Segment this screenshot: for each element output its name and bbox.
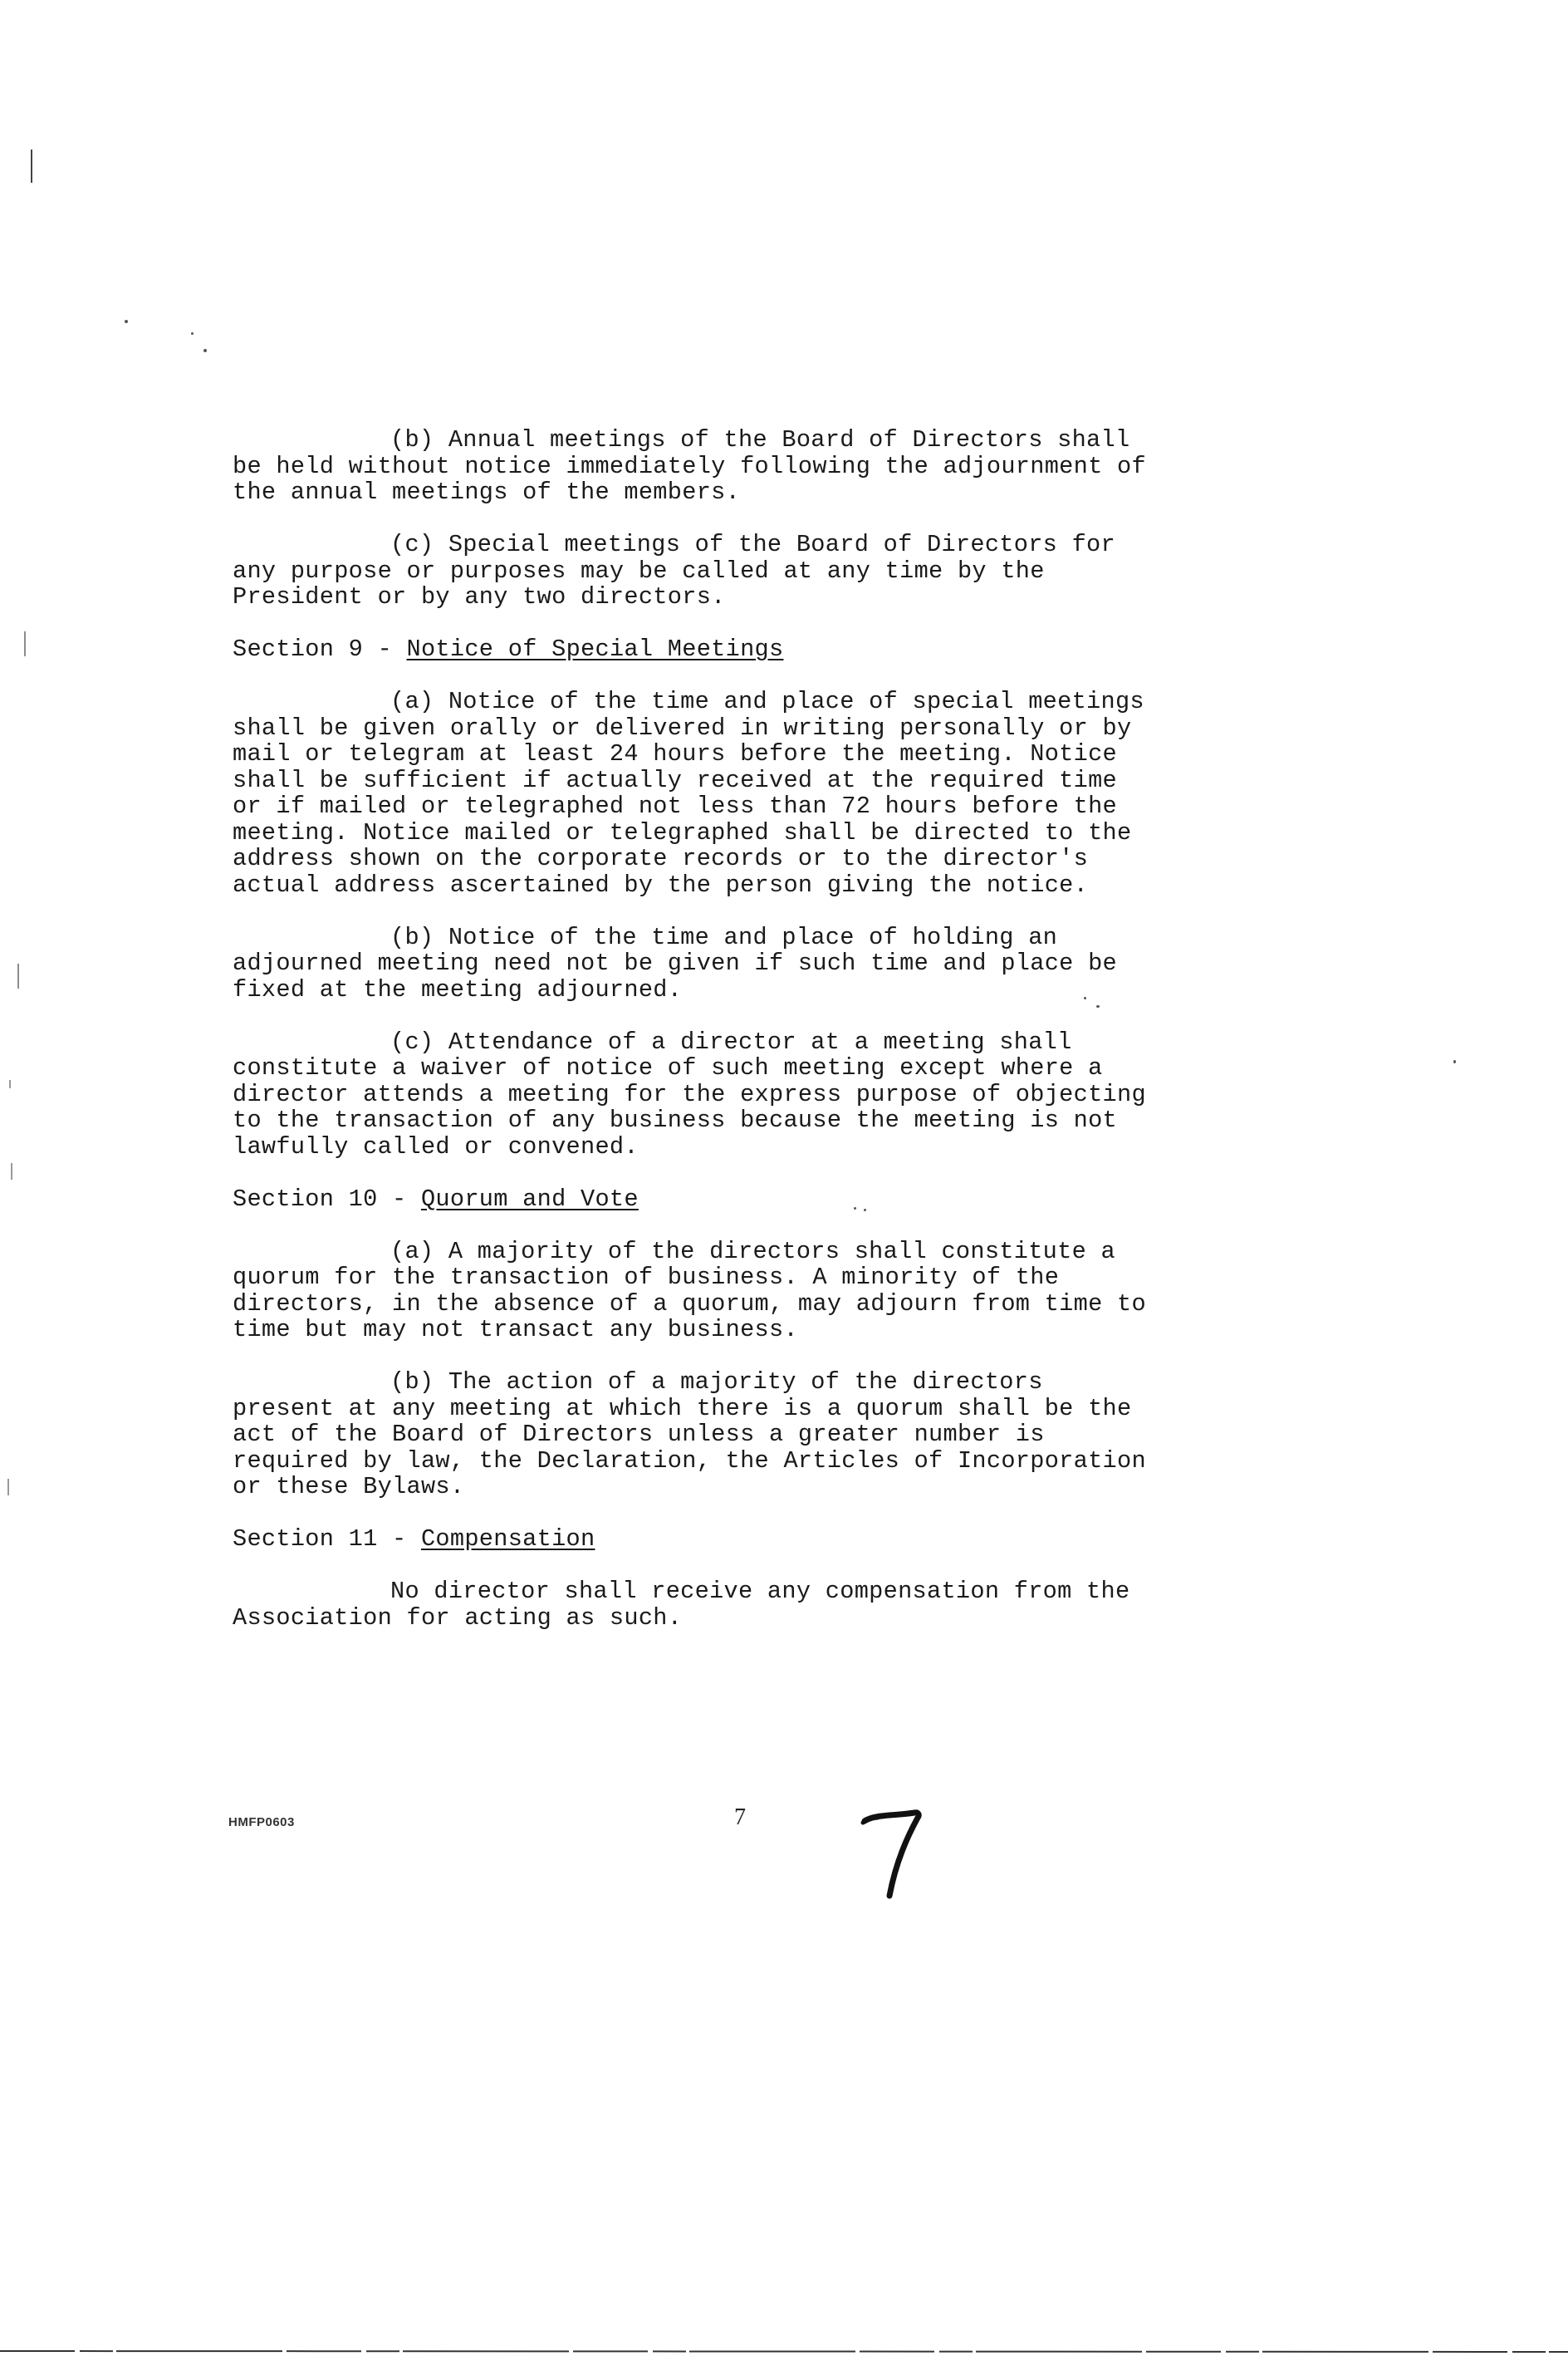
line-text: mail or telegram at least 24 hours before the meeting. Notice [233,740,1118,768]
paragraph [233,925,1312,1004]
line-text: present at any meeting at which there is a quorum shall be the [233,1394,1132,1422]
paragraph-line [233,872,1312,899]
paragraph-line [233,689,1312,715]
paragraph-line [233,1421,1312,1448]
paragraph-line [233,1107,1312,1134]
line-text: adjourned meeting need not be given if such time and place be [233,950,1118,977]
paragraph-line [233,925,1312,951]
paragraph-line [233,820,1312,847]
line-text: meeting. Notice mailed or telegraphed shall be directed to the [233,818,1132,847]
line-text: fixed at the meeting adjourned. [233,975,683,1004]
line-text: (a) A majority of the directors shall constitute a [390,1237,1115,1265]
paragraph-line [233,1605,1312,1632]
line-text: (b) The action of a majority of the directors [390,1368,1043,1396]
paragraph-line [233,793,1312,820]
paragraph-line [233,479,1312,506]
paragraph-line [233,741,1312,768]
paragraph-line [233,1369,1312,1396]
paragraph-line [233,1317,1312,1343]
section-title: Quorum and Vote [420,1185,639,1213]
paragraph-line [233,1578,1312,1605]
line-text: time but may not transact any business. [233,1316,798,1343]
handwritten-page-number [860,1803,926,1902]
paragraph-line [233,846,1312,872]
paragraph-line [233,715,1312,742]
paragraph-line [233,1448,1312,1475]
line-text: or if mailed or telegraphed not less than 72 hours before the [233,793,1118,820]
line-text: Association for acting as such. [233,1603,683,1632]
line-text: or these Bylaws. [233,1473,465,1500]
line-text: (a) Notice of the time and place of special meetings [390,688,1144,715]
line-text: (b) Annual meetings of the Board of Directors shall [390,426,1130,454]
line-text: actual address ascertained by the person giving the notice. [233,871,1089,899]
line-text: (b) Notice of the time and place of holding an [390,923,1058,951]
paragraph [233,1578,1312,1631]
scan-speck [191,332,194,335]
scan-speck [203,349,207,352]
paragraph-line [233,1029,1312,1056]
paragraph-line [233,558,1312,585]
line-text: shall be given orally or delivered in writing personally or by [233,714,1132,742]
line-text: (c) Attendance of a director at a meeting shall [390,1028,1072,1056]
line-text: constitute a waiver of notice of such meeting except where a [233,1054,1103,1082]
line-text: (c) Special meetings of the Board of Directors for [390,531,1115,558]
line-text: director attends a meeting for the express purpose of objecting [233,1080,1146,1108]
paragraph [233,1029,1312,1161]
bottom-rule [0,2349,1568,2354]
section-heading [233,636,1312,663]
paragraph-line [233,1134,1312,1161]
paragraph-line [233,950,1312,977]
paragraph-line [233,1474,1312,1500]
paragraph-line [233,768,1312,794]
line-text: any purpose or purposes may be called at any time by the [233,557,1045,585]
paragraph-line [233,1239,1312,1265]
paragraph-line [233,1396,1312,1422]
scan-speck [1453,1060,1456,1063]
paragraph-line [233,1291,1312,1318]
line-text: No director shall receive any compensation from the [390,1578,1130,1605]
paragraph-line [233,584,1312,611]
paragraph-line [233,532,1312,558]
section-number: Section 9 - [233,636,407,663]
line-text: address shown on the corporate records or to the director's [233,845,1089,872]
line-text: to the transaction of any business because the meeting is not [233,1107,1118,1134]
paragraph-line [233,427,1312,454]
line-text: lawfully called or convened. [233,1132,639,1161]
paragraph-line [233,977,1312,1004]
line-text: quorum for the transaction of business. A minority of the [233,1264,1060,1291]
paragraph [233,1239,1312,1343]
scan-edge-marks [0,0,33,2366]
paragraph [233,1369,1312,1500]
line-text: shall be sufficient if actually received at the required time [233,766,1118,794]
section-title: Compensation [420,1525,595,1553]
paragraph-line [233,1264,1312,1291]
line-text: the annual meetings of the members. [233,479,741,506]
section-heading [233,1526,1312,1553]
line-text: act of the Board of Directors unless a greater number is [233,1421,1045,1448]
document-body [233,427,1312,1657]
line-text: directors, in the absence of a quorum, may adjourn from time to [233,1289,1146,1318]
section-number: Section 11 - [233,1525,421,1553]
section-heading [233,1186,1312,1213]
section-number: Section 10 - [233,1185,421,1213]
line-text: be held without notice immediately following the adjournment of [233,452,1146,480]
paragraph [233,532,1312,611]
paragraph-line [233,1055,1312,1082]
scan-speck [125,320,128,323]
paragraph-line [233,1082,1312,1108]
line-text: President or by any two directors. [233,583,726,611]
page-number: 7 [734,1804,746,1830]
paragraph [233,689,1312,898]
paragraph-line [233,454,1312,480]
paragraph [233,427,1312,506]
line-text: required by law, the Declaration, the Articles of Incorporation [233,1446,1146,1475]
section-title: Notice of Special Meetings [406,636,784,663]
document-code: HMFP0603 [228,1815,295,1829]
